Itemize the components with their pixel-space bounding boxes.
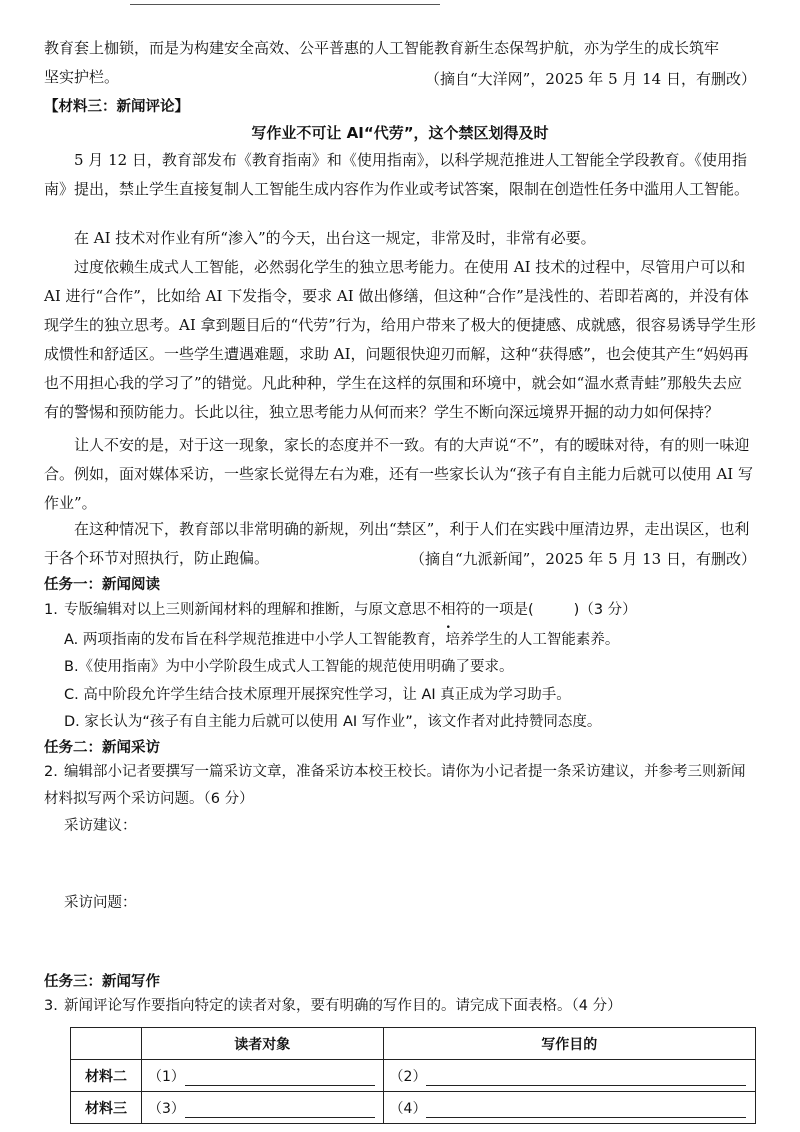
interview-suggestion-label: 采访建议： [64, 818, 137, 834]
question-3-number: 3. [44, 998, 58, 1014]
material3-paragraph-2: 在 AI 技术对作业有所“渗入”的今天，出台这一规定，非常及时，非常有必要。 [74, 229, 596, 247]
question-1-stem-b: 的一项是( [470, 602, 534, 618]
answer-cell-2[interactable] [383, 1060, 755, 1092]
answer-cell-4[interactable] [383, 1092, 755, 1124]
interview-questions-answer-area[interactable] [64, 915, 754, 965]
continuation-line-1: 教育套上枷锁，而是为构建安全高效、公平普惠的人工智能教育新生态保驾护航，亦为学生的成长筑牢 [44, 39, 720, 57]
answer-line-4[interactable] [426, 1101, 746, 1118]
material3-paragraph-5: 在这种情况下，教育部以非常明确的新规，列出“禁区”，利于人们在实践中厘清边界，走出误区，也利于各个环节对照执行，防止跑偏。 [44, 520, 750, 567]
blank-marker-2: （2） [389, 1068, 427, 1085]
task3-header: 任务三：新闻写作 [44, 974, 160, 990]
row-label-material3: 材料三 [71, 1092, 142, 1124]
option-d: D. 家长认为“孩子有自主能力后就可以使用 AI 写作业”，该文作者对此持赞同态度。 [64, 714, 602, 730]
material3-title: 写作业不可让 AI“代劳”，这个禁区划得及时 [251, 124, 549, 142]
interview-questions-label: 采访问题： [64, 895, 137, 911]
material3-paragraph-4: 让人不安的是，对于这一现象，家长的态度并不一致。有的大声说“不”，有的暧昧对待，有的则一味迎合。例如，面对媒体采访，一些家长觉得左右为难，还有一些家长认为“孩子有自主能力后就可以使用 AI 写作业”。 [44, 436, 753, 512]
question-1-number: 1. [44, 602, 58, 618]
answer-table [70, 1027, 756, 1124]
question-1-stem-c: )（3 分） [573, 602, 637, 618]
option-b: B.《使用指南》为中小学阶段生成式人工智能的规范使用明确了要求。 [64, 659, 514, 675]
question-3-stem: 新闻评论写作要指向特定的读者对象，要有明确的写作目的。请完成下面表格。（4 分） [64, 998, 622, 1014]
blank-marker-4: （4） [389, 1100, 427, 1117]
question-2-number: 2. [44, 764, 58, 780]
material3-paragraph-1: 5 月 12 日，教育部发布《教育指南》和《使用指南》，以科学规范推进人工智能全学段教育。《使用指南》提出，禁止学生直接复制人工智能生成内容作为作业或考试答案，限制在创造性任务中滥用人工智能。 [44, 151, 750, 198]
question-1 [44, 597, 764, 624]
continuation-line-2: 坚实护栏。 [44, 68, 120, 86]
option-c: C. 高中阶段允许学生结合技术原理开展探究性学习，让 AI 真正成为学习助手。 [64, 687, 571, 703]
table-corner-cell [71, 1028, 142, 1060]
column-header-purpose: 写作目的 [383, 1028, 755, 1060]
question-2 [44, 759, 756, 813]
question-3 [44, 993, 764, 1020]
question-1-emphasis: 不相符 [426, 602, 470, 618]
column-header-reader: 读者对象 [142, 1028, 384, 1060]
material3-source: （摘自“九派新闻”，2025 年 5 月 13 日，有删改） [410, 550, 756, 568]
answer-line-1[interactable] [185, 1069, 375, 1086]
option-a: A. 两项指南的发布旨在科学规范推进中小学人工智能教育，培养学生的人工智能素养。 [64, 632, 620, 648]
task1-header: 任务一：新闻阅读 [44, 577, 160, 593]
question-2-stem: 编辑部小记者要撰写一篇采访文章，准备采访本校王校长。请你为小记者提一条采访建议，并参考三则新闻材料拟写两个采访问题。（6 分） [44, 764, 746, 807]
answer-line-2[interactable] [426, 1069, 746, 1086]
table-header-row [71, 1028, 756, 1060]
question-1-stem-a: 专版编辑对以上三则新闻材料的理解和推断，与原文意思 [64, 602, 427, 618]
material3-header: 【材料三：新闻评论】 [44, 99, 189, 115]
answer-cell-3[interactable] [142, 1092, 384, 1124]
material2-source: （摘自“大洋网”，2025 年 5 月 14 日，有删改） [425, 70, 756, 88]
blank-marker-1: （1） [148, 1068, 185, 1085]
table-row [71, 1092, 756, 1124]
task2-header: 任务二：新闻采访 [44, 740, 160, 756]
interview-suggestion-answer-area[interactable] [64, 838, 754, 888]
page-top-rule [130, 4, 440, 5]
table-row [71, 1060, 756, 1092]
material3-paragraph-3: 过度依赖生成式人工智能，必然弱化学生的独立思考能力。在使用 AI 技术的过程中，尽管用户可以和 AI 进行“合作”，比如给 AI 下发指令，要求 AI 做出修缮，但这种“合作”是浅性的、若即若离的，并没有体现学生的独立思考。AI 拿到题目后的“代劳”行为，给用户带来了极大的便捷感、成就感，很容易诱导学生形成惯性和舒适区。一些学生遭遇难题，求助 AI，问题很快迎刃而解，这种“获得感”，也会使其产生“妈妈再也不用担心我的学习了”的错觉。凡此种种，学生在这样的氛围和环境中，就会如“温水煮青蛙”那般失去应有的警惕和预防能力。长此以往，独立思考能力从何而来？学生不断向深远境界开掘的动力如何保持？ [44, 258, 756, 421]
answer-line-3[interactable] [185, 1101, 375, 1118]
blank-marker-3: （3） [148, 1100, 185, 1117]
row-label-material2: 材料二 [71, 1060, 142, 1092]
answer-cell-1[interactable] [142, 1060, 384, 1092]
